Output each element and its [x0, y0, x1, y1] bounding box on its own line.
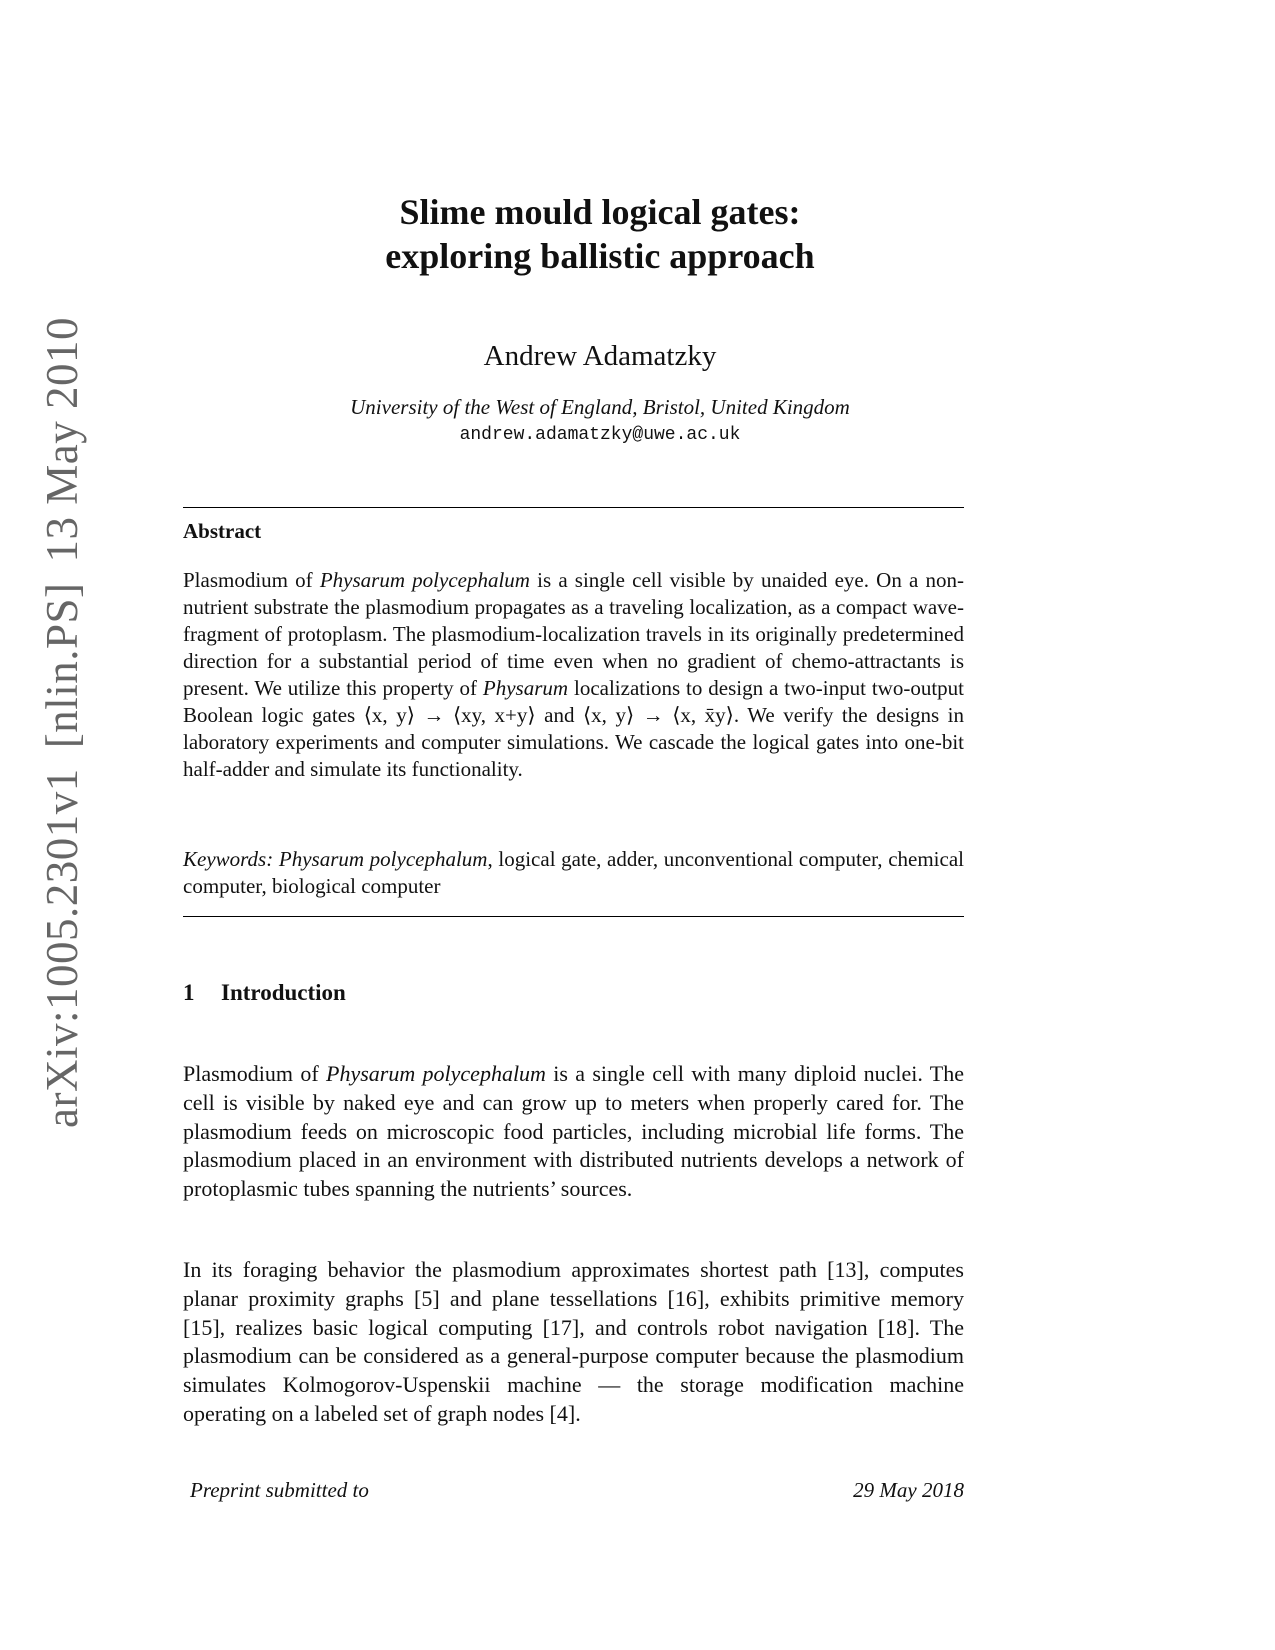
- intro-p1-species: Physarum polycephalum: [326, 1061, 546, 1086]
- intro-paragraph-1: [183, 1060, 964, 1204]
- arxiv-category: [nlin.PS]: [37, 582, 87, 749]
- title-line-2: exploring ballistic approach: [385, 236, 815, 276]
- arxiv-id: arXiv:1005.2301v1: [37, 768, 87, 1128]
- section-heading-introduction: [183, 980, 346, 1006]
- abstract-text-3: localizations to design a two-input two-output Boolean logic gates ⟨x, y⟩ → ⟨xy, x+y⟩ and ⟨x, y⟩ → ⟨x, x̄y⟩. We verify the designs in laboratory experiments and computer simulations. We cascade the logical gates into one-bit half-adder and simulate its functionality.: [183, 676, 964, 781]
- arxiv-date: 13 May 2010: [37, 317, 87, 563]
- author-email: andrew.adamatzky@uwe.ac.uk: [459, 425, 741, 445]
- intro-p1-b: is a single cell with many diploid nuclei. The cell is visible by naked eye and can grow up to meters when properly cared for. The plasmodium feeds on microscopic food particles, including microbial life forms. The plasmodium placed in an environment with distributed nutrients develops a network of protoplasmic tubes spanning the nutrients’ sources.: [183, 1061, 964, 1202]
- abstract-species: Physarum polycephalum: [319, 568, 530, 592]
- paper-title: [0, 190, 1200, 278]
- keywords-label: Keywords:: [183, 847, 279, 871]
- arxiv-identifier: [36, 297, 88, 1128]
- intro-paragraph-2: In its foraging behavior the plasmodium approximates shortest path [13], computes planar proximity graphs [5] and plane tessellations [16], exhibits primitive memory [15], realizes basic logical computing [17], and controls robot navigation [18]. The plasmodium can be considered as a general-purpose computer because the plasmodium simulates Kolmogorov-Uspenskii machine — the storage modification machine operating on a labeled set of graph nodes [4].: [183, 1257, 964, 1426]
- keywords-species: Physarum polycephalum: [278, 847, 488, 871]
- title-line-1: Slime mould logical gates:: [399, 192, 801, 232]
- section-number: 1: [183, 980, 195, 1005]
- footer-preprint: Preprint submitted to: [190, 1478, 369, 1502]
- author-affiliation: University of the West of England, Bristol, United Kingdom: [350, 395, 850, 419]
- abstract-top-rule: [183, 507, 964, 508]
- section-title: Introduction: [221, 980, 346, 1005]
- keywords-rest: , logical gate, adder, unconventional computer, chemical computer, biological computer: [183, 847, 964, 898]
- author-name: Andrew Adamatzky: [483, 340, 717, 372]
- abstract-text: [183, 567, 964, 783]
- intro-p1-a: Plasmodium of: [183, 1061, 326, 1086]
- abstract-bottom-rule: [183, 916, 964, 917]
- abstract-heading: Abstract: [183, 519, 262, 543]
- abstract-genus: Physarum: [482, 676, 569, 700]
- abstract-text-2: is a single cell visible by unaided eye. On a non-nutrient substrate the plasmodium propagates as a traveling localization, as a compact wave-fragment of protoplasm. The plasmodium-localization travels in its originally predetermined direction for a substantial period of time even when no gradient of chemo-attractants is present. We utilize this property of: [183, 568, 964, 700]
- abstract-text-1: Plasmodium of: [183, 568, 320, 592]
- keywords: [183, 846, 964, 900]
- footer-date: 29 May 2018: [853, 1478, 964, 1502]
